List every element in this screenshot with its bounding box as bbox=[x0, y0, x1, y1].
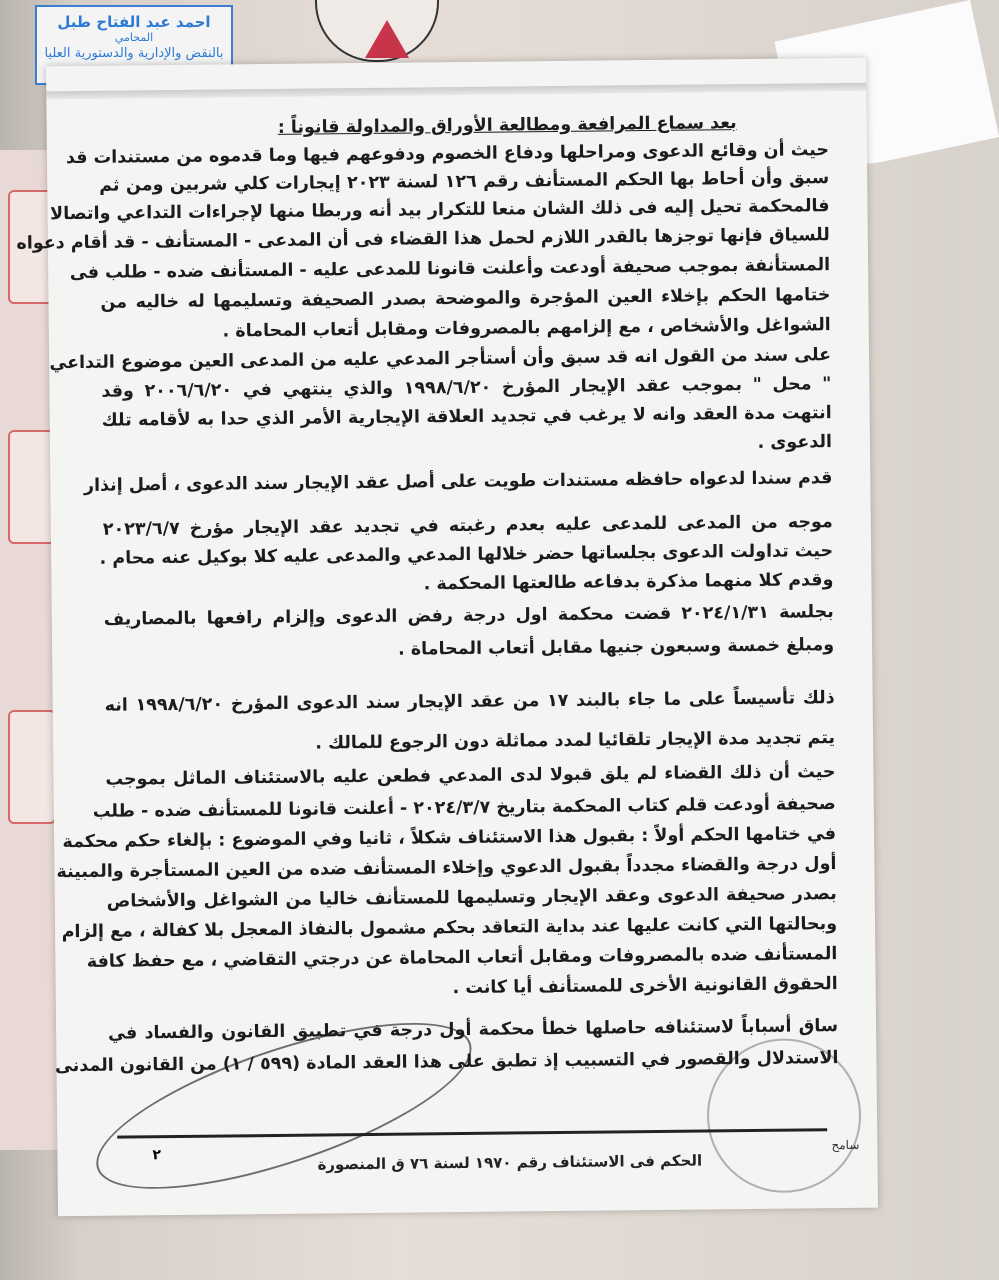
text-line: المستأنفة بموجب صحيفة أودعت وأعلنت قانونا للمدعى عليه - المستأنف ضده - طلب فى bbox=[69, 255, 831, 284]
text-line: ساق أسباباً لاستئنافه حاصلها خطأ محكمة أول درجة في تطبيق القانون والفساد في bbox=[108, 1016, 839, 1044]
text-line: حيث أن وقائع الدعوى ومراحلها ودفاع الخصوم ودفوعهم فيها وما قدموه من مستندات قد bbox=[65, 140, 830, 169]
text-line: ذلك تأسيساً على ما جاء بالبند ١٧ من عقد الإيجار سند الدعوى المؤرخ ١٩٩٨/٦/٢٠ انه bbox=[104, 688, 835, 716]
text-line: في ختامها الحكم أولاً : بقبول هذا الاستئناف شكلاً ، ثانيا وفي الموضوع : بإلغاء حكم محكمة bbox=[62, 824, 837, 853]
text-line: موجه من المدعى للمدعى عليه بعدم رغبته في تجديد عقد الإيجار مؤرخ ٢٠٢٣/٦/٧ bbox=[102, 512, 833, 540]
text-line: فالمحكمة تحيل إليه فى ذلك الشان منعا للتكرار بيد أنه وربطا منها لإجراءات التداعي واتصالا bbox=[50, 196, 830, 225]
text-line: قدم سندا لدعواه حافظه مستندات طويت على أصل عقد الإيجار سند الدعوى ، أصل إنذار bbox=[83, 468, 833, 496]
text-line: الدعوى . bbox=[757, 432, 833, 453]
scan-band bbox=[46, 83, 866, 100]
text-line: " محل " بموجب عقد الإيجار المؤرخ ١٩٩٨/٦/٢٠ والذي ينتهي في ٢٠٠٦/٦/٢٠ وقد bbox=[101, 374, 832, 402]
text-line: على سند من القول انه قد سبق وأن أستأجر المدعي عليه من المدعى العين موضوع التداعي bbox=[49, 345, 832, 374]
text-line: الاستدلال والقصور في التسبيب إذ تطبق على هذا العقد المادة (٥٩٩ / ١) من القانون المدنى bbox=[54, 1048, 839, 1077]
text-line: ومبلغ خمسة وسبعون جنيها مقابل أتعاب المحاماة . bbox=[397, 635, 835, 660]
folder-tab bbox=[8, 710, 56, 824]
text-line: صحيفة أودعت قلم كتاب المحكمة بتاريخ ٢٠٢٤/٣/٧ - أعلنت قانونا للمستأنف ضده - طلب bbox=[92, 794, 836, 822]
text-line: للسياق فإنها توجزها بالقدر اللازم لحمل هذا القضاء فى أن المدعى - المستأنف - قد أقام دعواه bbox=[16, 225, 830, 254]
text-line: أول درجة والقضاء مجدداً بقبول الدعوي وإخلاء المستأنف ضده من العين المستأجرة والمبينة bbox=[56, 854, 837, 883]
text-line: يتم تجديد مدة الإيجار تلقائيا لمدد مماثلة دون الرجوع للمالك . bbox=[315, 728, 836, 754]
text-line: ختامها الحكم بإخلاء العين المؤجرة والموضحة بصدر الصحيفة وتسليمها له خاليه من bbox=[100, 285, 831, 313]
text-line: حيث تداولت الدعوى بجلساتها حضر خلالها المدعي والمدعى عليه كلا بوكيل عنه محام . bbox=[99, 541, 834, 569]
document-page bbox=[16, 58, 878, 1217]
text-line: سبق وأن أحاط بها الحكم المستأنف رقم ١٢٦ لسنة ٢٠٢٣ إيجارات كلي شربين ومن ثم bbox=[99, 168, 830, 196]
text-line: المستأنف ضده بالمصروفات ومقابل أتعاب المحاماة عن درجتي التقاضي ، مع حفظ كافة bbox=[86, 944, 838, 972]
folder-tab bbox=[8, 430, 56, 544]
text-line: الشواغل والأشخاص ، مع إلزامهم بالمصروفات ومقابل أتعاب المحاماة . bbox=[222, 315, 831, 342]
text-line: وبحالتها التي كانت عليها عند بداية التعاقد بحكم مشمول بالنفاذ المعجل بلا كفالة ، مع إلزام bbox=[61, 914, 838, 943]
signature-name: سامح bbox=[831, 1137, 860, 1153]
text-line: الحقوق القانونية الأخرى للمستأنف أيا كانت . bbox=[452, 974, 838, 999]
emblem-logo bbox=[315, 0, 439, 62]
page-number: ٢ bbox=[152, 1147, 162, 1164]
text-line: وقدم كلا منهما مذكرة بدفاعه طالعتها المحكمة . bbox=[423, 570, 834, 595]
lawyer-stamp: احمد عبد الفتاح طبل المحامي بالنقض والإدارية والدستورية العليا bbox=[35, 5, 233, 85]
text-line: حيث أن ذلك القضاء لم يلق قبولا لدى المدعي فطعن عليه بالاستئناف الماثل بموجب bbox=[105, 762, 836, 790]
text-line: بجلسة ٢٠٢٤/١/٣١ قضت محكمة اول درجة رفض الدعوى وإلزام رافعها بالمصاريف bbox=[103, 602, 834, 630]
text-line: انتهت مدة العقد وانه لا يرغب في تجديد العلاقة الإيجارية الأمر الذي حدا به لأقامه تلك bbox=[101, 403, 832, 431]
text-line: بصدر صحيفة الدعوى وعقد الإيجار وتسليمها للمستأنف خاليا من الشواغل والأشخاص bbox=[106, 884, 837, 912]
case-reference: الحكم فى الاستئناف رقم ١٩٧٠ لسنة ٧٦ ق المنصورة bbox=[317, 1151, 703, 1174]
section-heading: بعد سماع المرافعة ومطالعة الأوراق والمداولة قانوناً : bbox=[277, 113, 737, 138]
